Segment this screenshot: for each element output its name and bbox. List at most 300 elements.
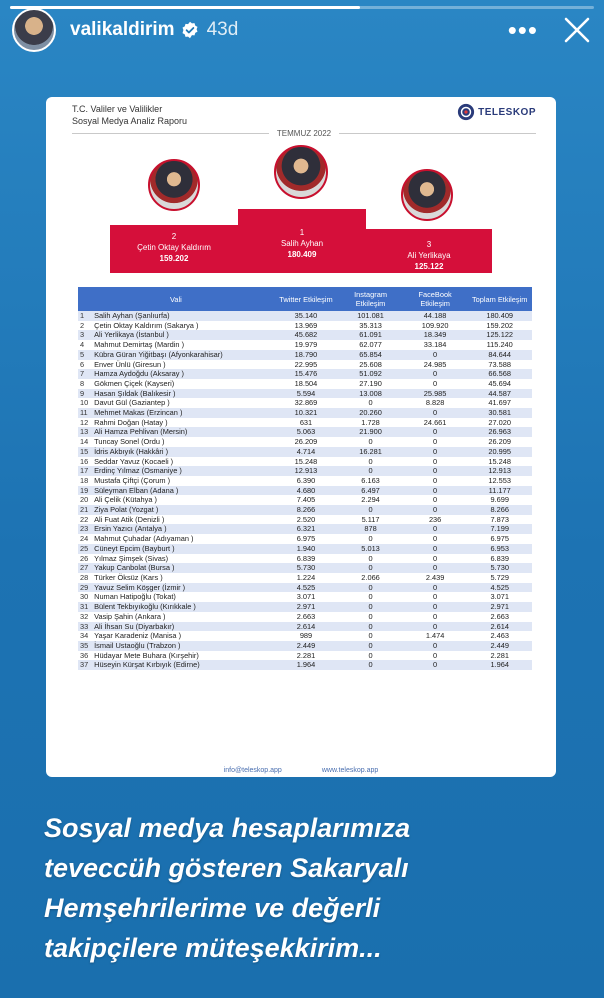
table-row (78, 321, 532, 331)
report-month: TEMMUZ 2022 (276, 128, 332, 138)
footer-web: www.teleskop.app (321, 767, 379, 774)
total-cell: 66.568 (467, 369, 532, 379)
facebook-cell: 0 (403, 486, 468, 496)
facebook-cell: 0 (403, 544, 468, 554)
facebook-cell: 0 (403, 534, 468, 544)
story-header (12, 10, 592, 50)
rank-cell: 22 (78, 515, 92, 525)
column-header-facebook: FaceBook Etkileşim (403, 287, 468, 311)
rank-cell: 28 (78, 573, 92, 583)
facebook-cell: 44.188 (403, 311, 468, 321)
facebook-cell: 0 (403, 447, 468, 457)
facebook-cell: 0 (403, 466, 468, 476)
twitter-cell: 1.224 (274, 573, 339, 583)
total-cell: 7.199 (467, 524, 532, 534)
table-row (78, 583, 532, 593)
twitter-cell: 13.969 (274, 321, 339, 331)
rank-cell: 36 (78, 651, 92, 661)
total-cell: 6.839 (467, 554, 532, 564)
table-row (78, 554, 532, 564)
twitter-cell: 6.390 (274, 476, 339, 486)
twitter-cell: 15.476 (274, 369, 339, 379)
post-time: 43d (206, 19, 239, 40)
instagram-cell: 0 (338, 398, 403, 408)
governor-name-cell: Ali Çelik (Kütahya ) (92, 495, 274, 505)
governor-name-cell: Vasip Şahin (Ankara ) (92, 612, 274, 622)
table-row (78, 389, 532, 399)
rank-cell: 8 (78, 379, 92, 389)
instagram-cell: 0 (338, 457, 403, 467)
rank-cell: 5 (78, 350, 92, 360)
governor-name-cell: Yavuz Selim Köşger (İzmir ) (92, 583, 274, 593)
divider (72, 133, 269, 134)
total-cell: 26.209 (467, 437, 532, 447)
governor-name-cell: Çetin Oktay Kaldırım (Sakarya ) (92, 321, 274, 331)
rank-cell: 31 (78, 602, 92, 612)
caption-line: Hemşehrilerime ve değerli (44, 893, 381, 923)
column-header-instagram: Instagram Etkileşim (338, 287, 403, 311)
facebook-cell: 0 (403, 427, 468, 437)
governor-name-cell: Hasan Şıldak (Balıkesir ) (92, 389, 274, 399)
report-image (46, 97, 556, 777)
instagram-cell: 0 (338, 466, 403, 476)
rank-cell: 13 (78, 427, 92, 437)
facebook-cell: 18.349 (403, 330, 468, 340)
rank-cell: 32 (78, 612, 92, 622)
rank-cell: 30 (78, 592, 92, 602)
instagram-cell: 0 (338, 612, 403, 622)
twitter-cell: 18.504 (274, 379, 339, 389)
divider (339, 133, 536, 134)
teleskop-brand: TELESKOP (478, 106, 536, 118)
governor-name-cell: Türker Öksüz (Kars ) (92, 573, 274, 583)
column-header-vali: Vali (78, 287, 274, 311)
twitter-cell: 2.449 (274, 641, 339, 651)
twitter-cell: 1.940 (274, 544, 339, 554)
total-cell: 15.248 (467, 457, 532, 467)
facebook-cell: 0 (403, 602, 468, 612)
instagram-cell: 25.608 (338, 360, 403, 370)
table-row (78, 524, 532, 534)
total-cell: 5.730 (467, 563, 532, 573)
podium-name: Salih Ayhan (280, 239, 324, 248)
facebook-cell: 0 (403, 524, 468, 534)
twitter-cell: 5.063 (274, 427, 339, 437)
total-cell: 125.122 (467, 330, 532, 340)
table-row (78, 476, 532, 486)
table-row (78, 427, 532, 437)
governor-name-cell: Ali İhsan Su (Diyarbakır) (92, 622, 274, 632)
governor-name-cell: Cüneyt Epcim (Bayburt ) (92, 544, 274, 554)
instagram-cell: 101.081 (338, 311, 403, 321)
table-row (78, 544, 532, 554)
report-month-row (72, 127, 536, 139)
total-cell: 11.177 (467, 486, 532, 496)
instagram-cell: 878 (338, 524, 403, 534)
instagram-cell: 5.013 (338, 544, 403, 554)
total-cell: 2.449 (467, 641, 532, 651)
governor-name-cell: Mahmut Demirtaş (Mardin ) (92, 340, 274, 350)
table-row (78, 631, 532, 641)
governor-name-cell: Süleyman Elban (Adana ) (92, 486, 274, 496)
facebook-cell: 0 (403, 495, 468, 505)
report-heading (72, 103, 187, 127)
twitter-cell: 3.071 (274, 592, 339, 602)
total-cell: 115.240 (467, 340, 532, 350)
total-cell: 1.964 (467, 660, 532, 670)
total-cell: 7.873 (467, 515, 532, 525)
table-row (78, 515, 532, 525)
instagram-cell: 6.163 (338, 476, 403, 486)
rank-cell: 23 (78, 524, 92, 534)
instagram-cell: 1.728 (338, 418, 403, 428)
governor-name-cell: Mustafa Çiftçi (Çorum ) (92, 476, 274, 486)
table-row (78, 437, 532, 447)
facebook-cell: 0 (403, 651, 468, 661)
rank-cell: 15 (78, 447, 92, 457)
teleskop-logo-icon (457, 103, 475, 121)
table-row (78, 311, 532, 321)
table-row (78, 418, 532, 428)
table-row (78, 466, 532, 476)
instagram-cell: 61.091 (338, 330, 403, 340)
governor-name-cell: Seddar Yavuz (Kocaeli ) (92, 457, 274, 467)
instagram-cell: 20.260 (338, 408, 403, 418)
podium-rank: 1 (299, 228, 305, 237)
report-footer (46, 767, 556, 777)
facebook-cell: 0 (403, 583, 468, 593)
facebook-cell: 0 (403, 641, 468, 651)
username[interactable]: valikaldirim (70, 19, 175, 40)
rank-cell: 19 (78, 486, 92, 496)
instagram-cell: 0 (338, 622, 403, 632)
total-cell: 2.281 (467, 651, 532, 661)
instagram-cell: 2.294 (338, 495, 403, 505)
caption-line: takipçilere müteşekkirim... (44, 933, 382, 963)
rank-cell: 7 (78, 369, 92, 379)
rank-cell: 2 (78, 321, 92, 331)
podium-total: 180.409 (287, 250, 317, 259)
total-cell: 30.581 (467, 408, 532, 418)
rank-cell: 14 (78, 437, 92, 447)
rank-cell: 29 (78, 583, 92, 593)
governor-name-cell: Yaşar Karadeniz (Manisa ) (92, 631, 274, 641)
table-row (78, 495, 532, 505)
total-cell: 2.463 (467, 631, 532, 641)
twitter-cell: 4.714 (274, 447, 339, 457)
governor-name-cell: Yılmaz Şimşek (Sivas) (92, 554, 274, 564)
table-row (78, 534, 532, 544)
table-row (78, 505, 532, 515)
table-row (78, 651, 532, 661)
rank-cell: 34 (78, 631, 92, 641)
rank-cell: 33 (78, 622, 92, 632)
total-cell: 27.020 (467, 418, 532, 428)
governor-name-cell: Gökmen Çiçek (Kayseri) (92, 379, 274, 389)
facebook-cell: 0 (403, 612, 468, 622)
table-header-row (78, 287, 532, 311)
facebook-cell: 0 (403, 379, 468, 389)
twitter-cell: 32.869 (274, 398, 339, 408)
table-row (78, 641, 532, 651)
rank-cell: 17 (78, 466, 92, 476)
podium-name: Çetin Oktay Kaldırım (137, 243, 211, 252)
governor-name-cell: Ali Hamza Pehlivan (Mersin) (92, 427, 274, 437)
rank-cell: 27 (78, 563, 92, 573)
instagram-cell: 65.854 (338, 350, 403, 360)
column-header-twitter: Twitter Etkileşim (274, 287, 339, 311)
instagram-cell: 2.066 (338, 573, 403, 583)
instagram-cell: 0 (338, 592, 403, 602)
facebook-cell: 0 (403, 563, 468, 573)
instagram-cell: 6.497 (338, 486, 403, 496)
podium-rank: 2 (171, 232, 177, 241)
rank-cell: 4 (78, 340, 92, 350)
table-row (78, 563, 532, 573)
governor-name-cell: Erdinç Yılmaz (Osmaniye ) (92, 466, 274, 476)
podium-second (110, 225, 238, 273)
instagram-cell: 0 (338, 651, 403, 661)
facebook-cell: 0 (403, 592, 468, 602)
instagram-cell: 0 (338, 631, 403, 641)
table-row (78, 622, 532, 632)
report-org-line: T.C. Valiler ve Valilikler (72, 104, 163, 114)
table-row (78, 573, 532, 583)
governor-name-cell: Mahmut Çuhadar (Adıyaman ) (92, 534, 274, 544)
twitter-cell: 45.682 (274, 330, 339, 340)
total-cell: 159.202 (467, 321, 532, 331)
table-row (78, 486, 532, 496)
rank-cell: 18 (78, 476, 92, 486)
instagram-cell: 35.313 (338, 321, 403, 331)
twitter-cell: 5.594 (274, 389, 339, 399)
story-caption (44, 808, 564, 968)
total-cell: 41.697 (467, 398, 532, 408)
podium-photo-2 (148, 159, 200, 211)
twitter-cell: 2.281 (274, 651, 339, 661)
twitter-cell: 35.140 (274, 311, 339, 321)
twitter-cell: 7.405 (274, 495, 339, 505)
total-cell: 6.953 (467, 544, 532, 554)
twitter-cell: 6.975 (274, 534, 339, 544)
podium-first (238, 209, 366, 273)
table-row (78, 369, 532, 379)
table-row (78, 360, 532, 370)
facebook-cell: 25.985 (403, 389, 468, 399)
rank-cell: 35 (78, 641, 92, 651)
table-row (78, 612, 532, 622)
instagram-cell: 0 (338, 437, 403, 447)
twitter-cell: 4.680 (274, 486, 339, 496)
facebook-cell: 24.985 (403, 360, 468, 370)
rank-cell: 10 (78, 398, 92, 408)
podium-photo-1 (274, 145, 328, 199)
table-row (78, 350, 532, 360)
rank-cell: 11 (78, 408, 92, 418)
rank-cell: 3 (78, 330, 92, 340)
table-row (78, 340, 532, 350)
twitter-cell: 631 (274, 418, 339, 428)
close-icon[interactable] (562, 15, 592, 45)
rank-cell: 37 (78, 660, 92, 670)
facebook-cell: 0 (403, 457, 468, 467)
podium-total: 125.122 (414, 262, 444, 271)
twitter-cell: 1.964 (274, 660, 339, 670)
total-cell: 3.071 (467, 592, 532, 602)
twitter-cell: 6.839 (274, 554, 339, 564)
governor-name-cell: İdris Akbıyık (Hakkâri ) (92, 447, 274, 457)
governor-name-cell: Rahmi Doğan (Hatay ) (92, 418, 274, 428)
governor-name-cell: Ali Fuat Atik (Denizli ) (92, 515, 274, 525)
verified-badge-icon (181, 21, 199, 39)
total-cell: 12.553 (467, 476, 532, 486)
twitter-cell: 6.321 (274, 524, 339, 534)
total-cell: 8.266 (467, 505, 532, 515)
facebook-cell: 1.474 (403, 631, 468, 641)
story-progress-bar (10, 6, 594, 9)
instagram-cell: 0 (338, 660, 403, 670)
governor-name-cell: Kübra Güran Yiğitbaşı (Afyonkarahisar) (92, 350, 274, 360)
column-header-total: Toplam Etkileşim (467, 287, 532, 311)
twitter-cell: 19.979 (274, 340, 339, 350)
instagram-cell: 5.117 (338, 515, 403, 525)
facebook-cell: 0 (403, 622, 468, 632)
total-cell: 45.694 (467, 379, 532, 389)
facebook-cell: 0 (403, 369, 468, 379)
governor-name-cell: Hüdayar Mete Buhara (Kırşehir) (92, 651, 274, 661)
total-cell: 6.975 (467, 534, 532, 544)
governor-name-cell: Ersin Yazıcı (Antalya ) (92, 524, 274, 534)
table-row (78, 457, 532, 467)
story-progress-fill (10, 6, 360, 9)
table-row (78, 379, 532, 389)
table-row (78, 408, 532, 418)
instagram-cell: 13.008 (338, 389, 403, 399)
rank-cell: 21 (78, 505, 92, 515)
instagram-cell: 0 (338, 505, 403, 515)
rank-cell: 25 (78, 544, 92, 554)
facebook-cell: 0 (403, 554, 468, 564)
instagram-cell: 0 (338, 602, 403, 612)
facebook-cell: 0 (403, 476, 468, 486)
twitter-cell: 10.321 (274, 408, 339, 418)
twitter-cell: 2.971 (274, 602, 339, 612)
facebook-cell: 0 (403, 408, 468, 418)
total-cell: 12.913 (467, 466, 532, 476)
podium-rank: 3 (426, 240, 432, 249)
avatar[interactable] (12, 8, 56, 52)
facebook-cell: 0 (403, 350, 468, 360)
table-row (78, 447, 532, 457)
facebook-cell: 236 (403, 515, 468, 525)
rank-cell: 20 (78, 495, 92, 505)
total-cell: 5.729 (467, 573, 532, 583)
total-cell: 44.587 (467, 389, 532, 399)
governor-name-cell: Davut Gül (Gaziantep ) (92, 398, 274, 408)
twitter-cell: 26.209 (274, 437, 339, 447)
total-cell: 180.409 (467, 311, 532, 321)
table-row (78, 592, 532, 602)
total-cell: 20.995 (467, 447, 532, 457)
instagram-cell: 51.092 (338, 369, 403, 379)
twitter-cell: 2.614 (274, 622, 339, 632)
governor-name-cell: Hamza Aydoğdu (Aksaray ) (92, 369, 274, 379)
instagram-cell: 21.900 (338, 427, 403, 437)
table-row (78, 602, 532, 612)
total-cell: 73.588 (467, 360, 532, 370)
total-cell: 9.699 (467, 495, 532, 505)
governor-name-cell: Numan Hatipoğlu (Tokat) (92, 592, 274, 602)
rank-cell: 26 (78, 554, 92, 564)
rank-cell: 6 (78, 360, 92, 370)
governor-name-cell: Ali Yerlikaya (İstanbul ) (92, 330, 274, 340)
report-title: Sosyal Medya Analiz Raporu (72, 116, 188, 126)
results-table (78, 287, 532, 670)
instagram-cell: 27.190 (338, 379, 403, 389)
governor-name-cell: Salih Ayhan (Şanlıurfa) (92, 311, 274, 321)
instagram-cell: 0 (338, 583, 403, 593)
twitter-cell: 18.790 (274, 350, 339, 360)
facebook-cell: 109.920 (403, 321, 468, 331)
table-row (78, 660, 532, 670)
total-cell: 2.663 (467, 612, 532, 622)
total-cell: 2.971 (467, 602, 532, 612)
total-cell: 4.525 (467, 583, 532, 593)
podium-third (366, 229, 492, 273)
twitter-cell: 2.663 (274, 612, 339, 622)
podium-photo-3 (401, 169, 453, 221)
governor-name-cell: Tuncay Sonel (Ordu ) (92, 437, 274, 447)
rank-cell: 24 (78, 534, 92, 544)
rank-cell: 12 (78, 418, 92, 428)
table-row (78, 330, 532, 340)
rank-cell: 9 (78, 389, 92, 399)
facebook-cell: 2.439 (403, 573, 468, 583)
rank-cell: 1 (78, 311, 92, 321)
instagram-cell: 0 (338, 563, 403, 573)
podium-total: 159.202 (159, 254, 189, 263)
instagram-cell: 0 (338, 641, 403, 651)
governor-name-cell: Ziya Polat (Yozgat ) (92, 505, 274, 515)
rank-cell: 16 (78, 457, 92, 467)
governor-name-cell: Enver Ünlü (Giresun ) (92, 360, 274, 370)
twitter-cell: 12.913 (274, 466, 339, 476)
facebook-cell: 0 (403, 505, 468, 515)
more-options-icon[interactable]: ••• (507, 15, 538, 45)
twitter-cell: 4.525 (274, 583, 339, 593)
instagram-cell: 0 (338, 534, 403, 544)
total-cell: 2.614 (467, 622, 532, 632)
facebook-cell: 24.661 (403, 418, 468, 428)
governor-name-cell: Mehmet Makas (Erzincan ) (92, 408, 274, 418)
caption-line: Sosyal medya hesaplarımıza (44, 813, 411, 843)
facebook-cell: 0 (403, 437, 468, 447)
total-cell: 84.644 (467, 350, 532, 360)
governor-name-cell: Bülent Tekbıyıkoğlu (Kırıkkale ) (92, 602, 274, 612)
teleskop-logo (457, 103, 536, 121)
facebook-cell: 33.184 (403, 340, 468, 350)
twitter-cell: 15.248 (274, 457, 339, 467)
podium-name: Ali Yerlikaya (407, 251, 451, 260)
instagram-cell: 16.281 (338, 447, 403, 457)
facebook-cell: 0 (403, 660, 468, 670)
caption-line: teveccüh gösteren Sakaryalı (44, 853, 409, 883)
instagram-cell: 62.077 (338, 340, 403, 350)
twitter-cell: 22.995 (274, 360, 339, 370)
table-row (78, 398, 532, 408)
twitter-cell: 2.520 (274, 515, 339, 525)
governor-name-cell: Yakup Canbolat (Bursa ) (92, 563, 274, 573)
